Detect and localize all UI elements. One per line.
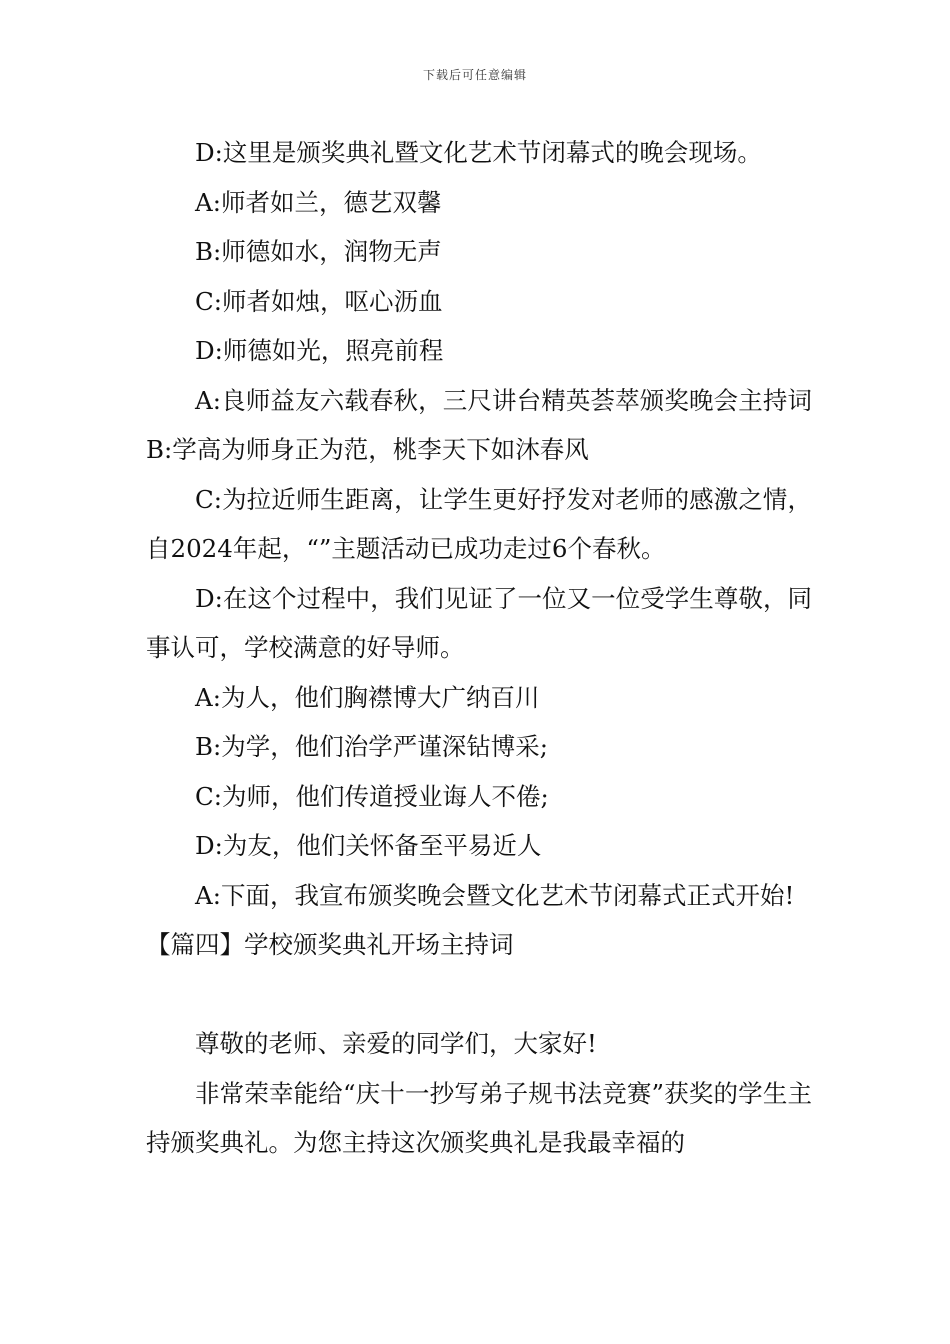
page-header-note: 下载后可任意编辑 bbox=[422, 68, 527, 82]
paragraph: B:师德如水，润物无声 bbox=[195, 237, 442, 266]
paragraph: A:为人，他们胸襟博大广纳百川 bbox=[195, 682, 540, 712]
paragraph: B:为学，他们治学严谨深钻博采; bbox=[195, 732, 549, 761]
paragraph: A:良师益友六载春秋，三尺讲台精英荟萃颁奖晚会主持词B:学高为师身正为范，桃李天下如沐春风 bbox=[146, 385, 812, 464]
paragraph: D:在这个过程中，我们见证了一位又一位受学生尊敬，同事认可，学校满意的好导师。 bbox=[146, 583, 812, 662]
paragraph: C:师者如烛，呕心沥血 bbox=[195, 286, 443, 316]
paragraph: D:这里是颁奖典礼暨文化艺术节闭幕式的晚会现场。 bbox=[195, 138, 762, 167]
paragraph: C:为拉近师生距离，让学生更好抒发对老师的感激之情，自2024年起，“”主题活动已成功走过6个春秋。 bbox=[146, 484, 812, 563]
paragraph: 尊敬的老师、亲爱的同学们，大家好! bbox=[195, 1029, 597, 1058]
blank-line bbox=[146, 970, 812, 1020]
paragraph: D:师德如光，照亮前程 bbox=[195, 336, 444, 365]
paragraph: C:为师，他们传道授业诲人不倦; bbox=[195, 781, 549, 811]
section-heading: 【篇四】学校颁奖典礼开场主持词 bbox=[146, 930, 514, 959]
paragraph: D:为友，他们关怀备至平易近人 bbox=[195, 831, 542, 860]
paragraph: A:下面，我宣布颁奖晚会暨文化艺术节闭幕式正式开始! bbox=[195, 880, 795, 910]
document-body bbox=[146, 128, 812, 1168]
paragraph: 非常荣幸能给“庆十一抄写弟子规书法竞赛”获奖的学生主持颁奖典礼。为您主持这次颁奖典礼是我最幸福的 bbox=[146, 1078, 812, 1157]
paragraph: A:师者如兰，德艺双馨 bbox=[195, 187, 442, 217]
